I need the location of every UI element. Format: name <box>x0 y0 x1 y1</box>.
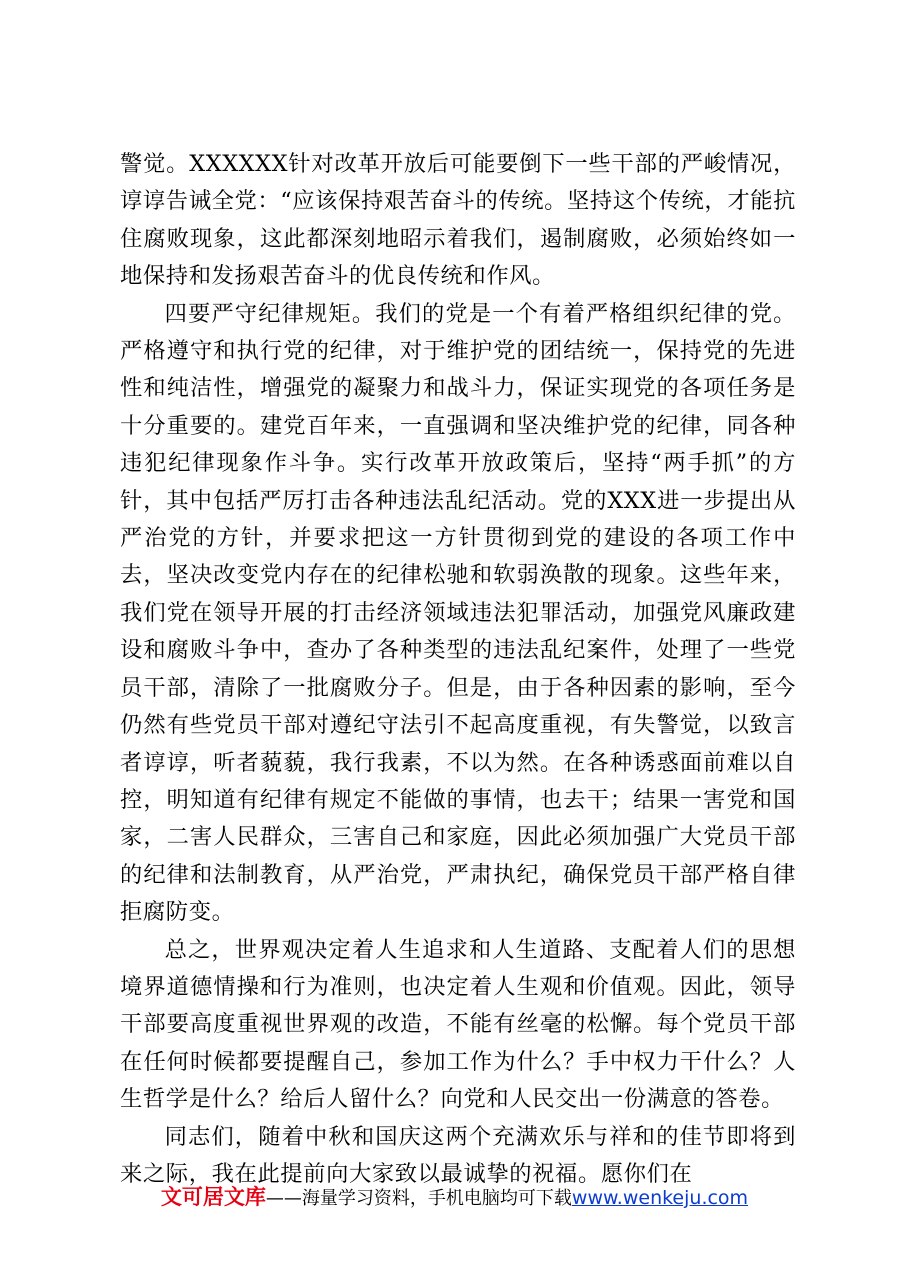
footer-tagline: ——海量学习资料，手机电脑均可下载 <box>265 1188 572 1209</box>
footer-brand: 文可居文库 <box>160 1185 266 1209</box>
document-body <box>120 146 796 1193</box>
paragraph-2: 四要严守纪律规矩。我们的党是一个有着严格组织纪律的党。严格遵守和执行党的纪律，对于维护党的团结统一，保持党的先进性和纯洁性，增强党的凝聚力和战斗力，保证实现党的各项任务是十分重要的。建党百年来，一直强调和坚决维护党的纪律，同各种违犯纪律现象作斗争。实行改革开放政策后，坚持“两手抓”的方针，其中包括严厉打击各种违法乱纪活动。党的XXX进一步提出从严治党的方针，并要求把这一方针贯彻到党的建设的各项工作中去，坚决改变党内存在的纪律松驰和软弱涣散的现象。这些年来，我们党在领导开展的打击经济领域违法犯罪活动，加强党风廉政建设和腐败斗争中，查办了各种类型的违法乱纪案件，处理了一些党员干部，清除了一批腐败分子。但是，由于各种因素的影响，至今仍然有些党员干部对遵纪守法引不起高度重视，有失警觉，以致言者谆谆，听者藐藐，我行我素，不以为然。在各种诱惑面前难以自控，明知道有纪律有规定不能做的事情，也去干；结果一害党和国家，二害人民群众，三害自己和家庭，因此必须加强广大党员干部的纪律和法制教育，从严治党，严肃执纪，确保党员干部严格自律拒腐防变。 <box>120 300 796 926</box>
paragraph-3: 总之，世界观决定着人生追求和人生道路、支配着人们的思想境界道德情操和行为准则，也决定着人生观和价值观。因此，领导干部要高度重视世界观的改造，不能有丝毫的松懈。每个党员干部在任何时候都要提醒自己，参加工作为什么？手中权力干什么？人生哲学是什么？给后人留什么？向党和人民交出一份满意的答卷。 <box>120 936 796 1113</box>
paragraph-4: 同志们，随着中秋和国庆这两个充满欢乐与祥和的佳节即将到来之际，我在此提前向大家致以最诚挚的祝福。愿你们在 <box>120 1123 796 1187</box>
footer-banner <box>0 1181 909 1211</box>
footer-website-link[interactable]: www.wenkeju.com <box>571 1187 749 1209</box>
paragraph-1: 警觉。XXXXXX针对改革开放后可能要倒下一些干部的严峻情况，谆谆告诫全党：“应该保持艰苦奋斗的传统。坚持这个传统，才能抗住腐败现象，这此都深刻地昭示着我们，遏制腐败，必须始终如一地保持和发扬艰苦奋斗的优良传统和作风。 <box>120 151 797 290</box>
